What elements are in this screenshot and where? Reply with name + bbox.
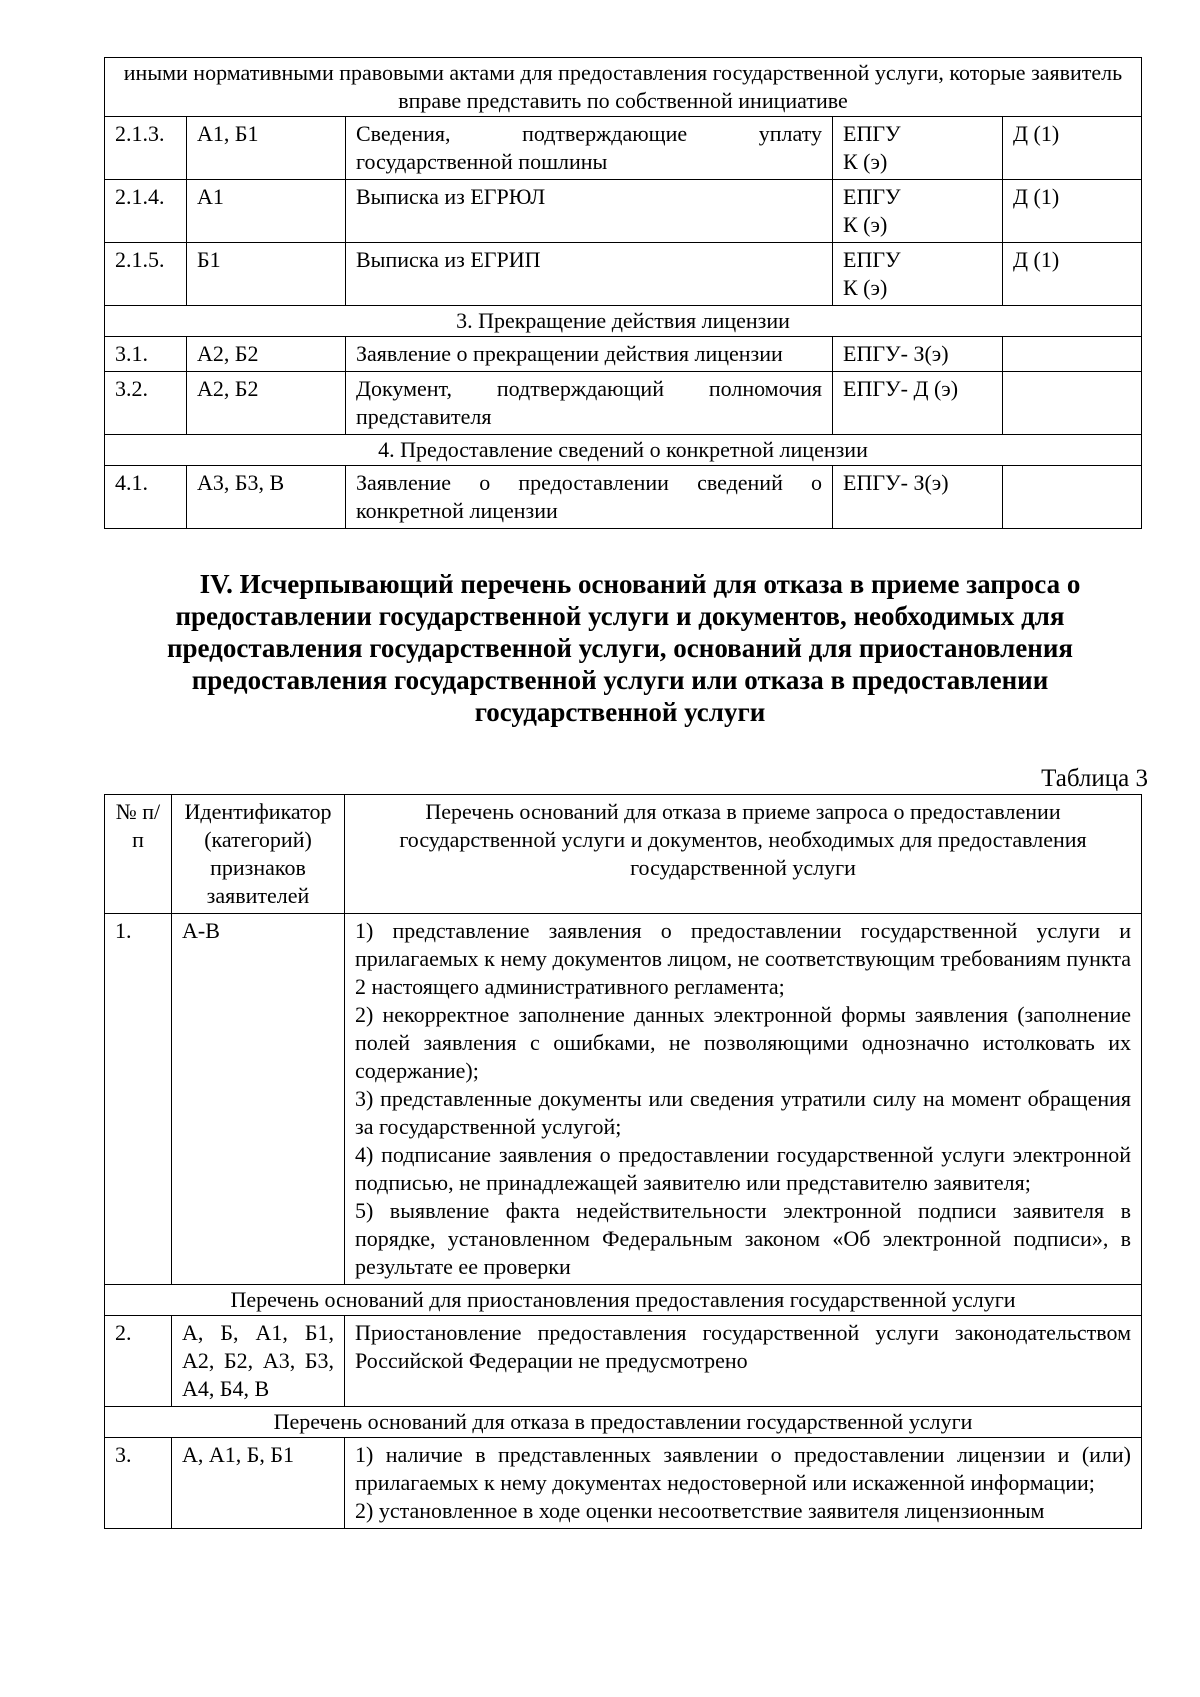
ground-item: 1) представление заявления о предоставлении государственной услуги и прилагаемых к нему документов лицом, не соответствующим требованиям пункта 2 настоящего административного регламента; (355, 918, 1131, 999)
table-caption: Таблица 3 (1041, 765, 1148, 792)
row-number: 2.1.4. (105, 180, 187, 243)
row-applicant-ids: А2, Б2 (187, 337, 346, 372)
row-submission-method: ЕПГУ К (э) (833, 243, 1003, 306)
grounds-table (104, 794, 1142, 1529)
header-number: № п/п (105, 795, 172, 914)
table-header-row (105, 795, 1142, 914)
table-section-row (105, 58, 1142, 117)
row-number: 2.1.3. (105, 117, 187, 180)
row-submission-method: ЕПГУ- З(э) (833, 337, 1003, 372)
row-description: Сведения, подтверждающие уплату государственной пошлины (346, 117, 833, 180)
row-applicant-ids: А1, Б1 (187, 117, 346, 180)
table-row (105, 180, 1142, 243)
row-grounds: Приостановление предоставления государственной услуги законодательством Российской Федерации не предусмотрено (345, 1316, 1142, 1407)
section-title: Перечень оснований для приостановления предоставления государственной услуги (105, 1285, 1142, 1316)
row-description: Документ, подтверждающий полномочия представителя (346, 372, 833, 435)
table-row (105, 243, 1142, 306)
row-description: Выписка из ЕГРИП (346, 243, 833, 306)
table-row (105, 1316, 1142, 1407)
row-applicant-ids: А-В (172, 914, 345, 1285)
ground-item: 2) установленное в ходе оценки несоответствие заявителя лицензионным (355, 1498, 1045, 1523)
row-note (1003, 466, 1142, 529)
row-submission-method: ЕПГУ- З(э) (833, 466, 1003, 529)
row-submission-method: ЕПГУ К (э) (833, 180, 1003, 243)
row-note: Д (1) (1003, 243, 1142, 306)
section-title: Перечень оснований для отказа в предоставлении государственной услуги (105, 1407, 1142, 1438)
row-applicant-ids: А3, Б3, В (187, 466, 346, 529)
table-section-row (105, 306, 1142, 337)
section-title: 4. Предоставление сведений о конкретной лицензии (105, 435, 1142, 466)
row-number: 2. (105, 1316, 172, 1407)
row-applicant-ids: Б1 (187, 243, 346, 306)
heading-line-1: IV. Исчерпывающий перечень оснований для отказа в приеме запроса о (199, 569, 1081, 599)
row-note (1003, 337, 1142, 372)
row-description: Заявление о прекращении действия лицензии (346, 337, 833, 372)
table-row (105, 914, 1142, 1285)
ground-item: 2) некорректное заполнение данных электронной формы заявления (заполнение полей заявления с ошибками, не позволяющими однозначно истолковать их содержание); (355, 1002, 1131, 1083)
table-row (105, 117, 1142, 180)
row-description: Заявление о предоставлении сведений о конкретной лицензии (346, 466, 833, 529)
ground-item: 3) представленные документы или сведения утратили силу на момент обращения за государственной услугой; (355, 1086, 1131, 1139)
heading-line-2: предоставлении государственной услуги и документов, необходимых для предоставления государственной услуги, оснований для приостановления предоставления государственной услуги или отказа в предоставлении государственной услуги (166, 601, 1073, 727)
row-grounds (345, 914, 1142, 1285)
row-applicant-ids: А1 (187, 180, 346, 243)
row-applicant-ids: А, Б, А1, Б1, А2, Б2, А3, Б3, А4, Б4, В (172, 1316, 345, 1407)
table-row (105, 1438, 1142, 1529)
row-number: 3. (105, 1438, 172, 1529)
row-number: 3.1. (105, 337, 187, 372)
row-number: 4.1. (105, 466, 187, 529)
row-note (1003, 372, 1142, 435)
ground-item: 5) выявление факта недействительности электронной подписи заявителя в порядке, установленном Федеральным законом «Об электронной подписи», в результате ее проверки (355, 1198, 1131, 1279)
row-description: Выписка из ЕГРЮЛ (346, 180, 833, 243)
table-section-row (105, 435, 1142, 466)
row-applicant-ids: А2, Б2 (187, 372, 346, 435)
table-section-row (105, 1407, 1142, 1438)
row-submission-method: ЕПГУ- Д (э) (833, 372, 1003, 435)
table-row (105, 337, 1142, 372)
row-submission-method: ЕПГУ К (э) (833, 117, 1003, 180)
ground-item: 1) наличие в представленных заявлении о предоставлении лицензии и (или) прилагаемых к нему документах недостоверной или искаженной информации; (355, 1442, 1131, 1495)
table-intro-text: иными нормативными правовыми актами для предоставления государственной услуги, которые заявитель вправе представить по собственной инициативе (105, 58, 1142, 117)
table-section-row (105, 1285, 1142, 1316)
ground-item: 4) подписание заявления о предоставлении государственной услуги электронной подписью, не принадлежащей заявителю или представителю заявителя; (355, 1142, 1131, 1195)
table-row (105, 466, 1142, 529)
row-number: 1. (105, 914, 172, 1285)
row-grounds (345, 1438, 1142, 1529)
section-heading (140, 568, 1100, 728)
table-row (105, 372, 1142, 435)
row-note: Д (1) (1003, 117, 1142, 180)
row-applicant-ids: А, А1, Б, Б1 (172, 1438, 345, 1529)
header-grounds-list: Перечень оснований для отказа в приеме запроса о предоставлении государственной услуги и документов, необходимых для предоставления государственной услуги (345, 795, 1142, 914)
row-number: 3.2. (105, 372, 187, 435)
header-applicant-ids: Идентификатор (категорий) признаков заявителей (172, 795, 345, 914)
section-title: 3. Прекращение действия лицензии (105, 306, 1142, 337)
row-number: 2.1.5. (105, 243, 187, 306)
row-note: Д (1) (1003, 180, 1142, 243)
documents-table (104, 57, 1142, 529)
